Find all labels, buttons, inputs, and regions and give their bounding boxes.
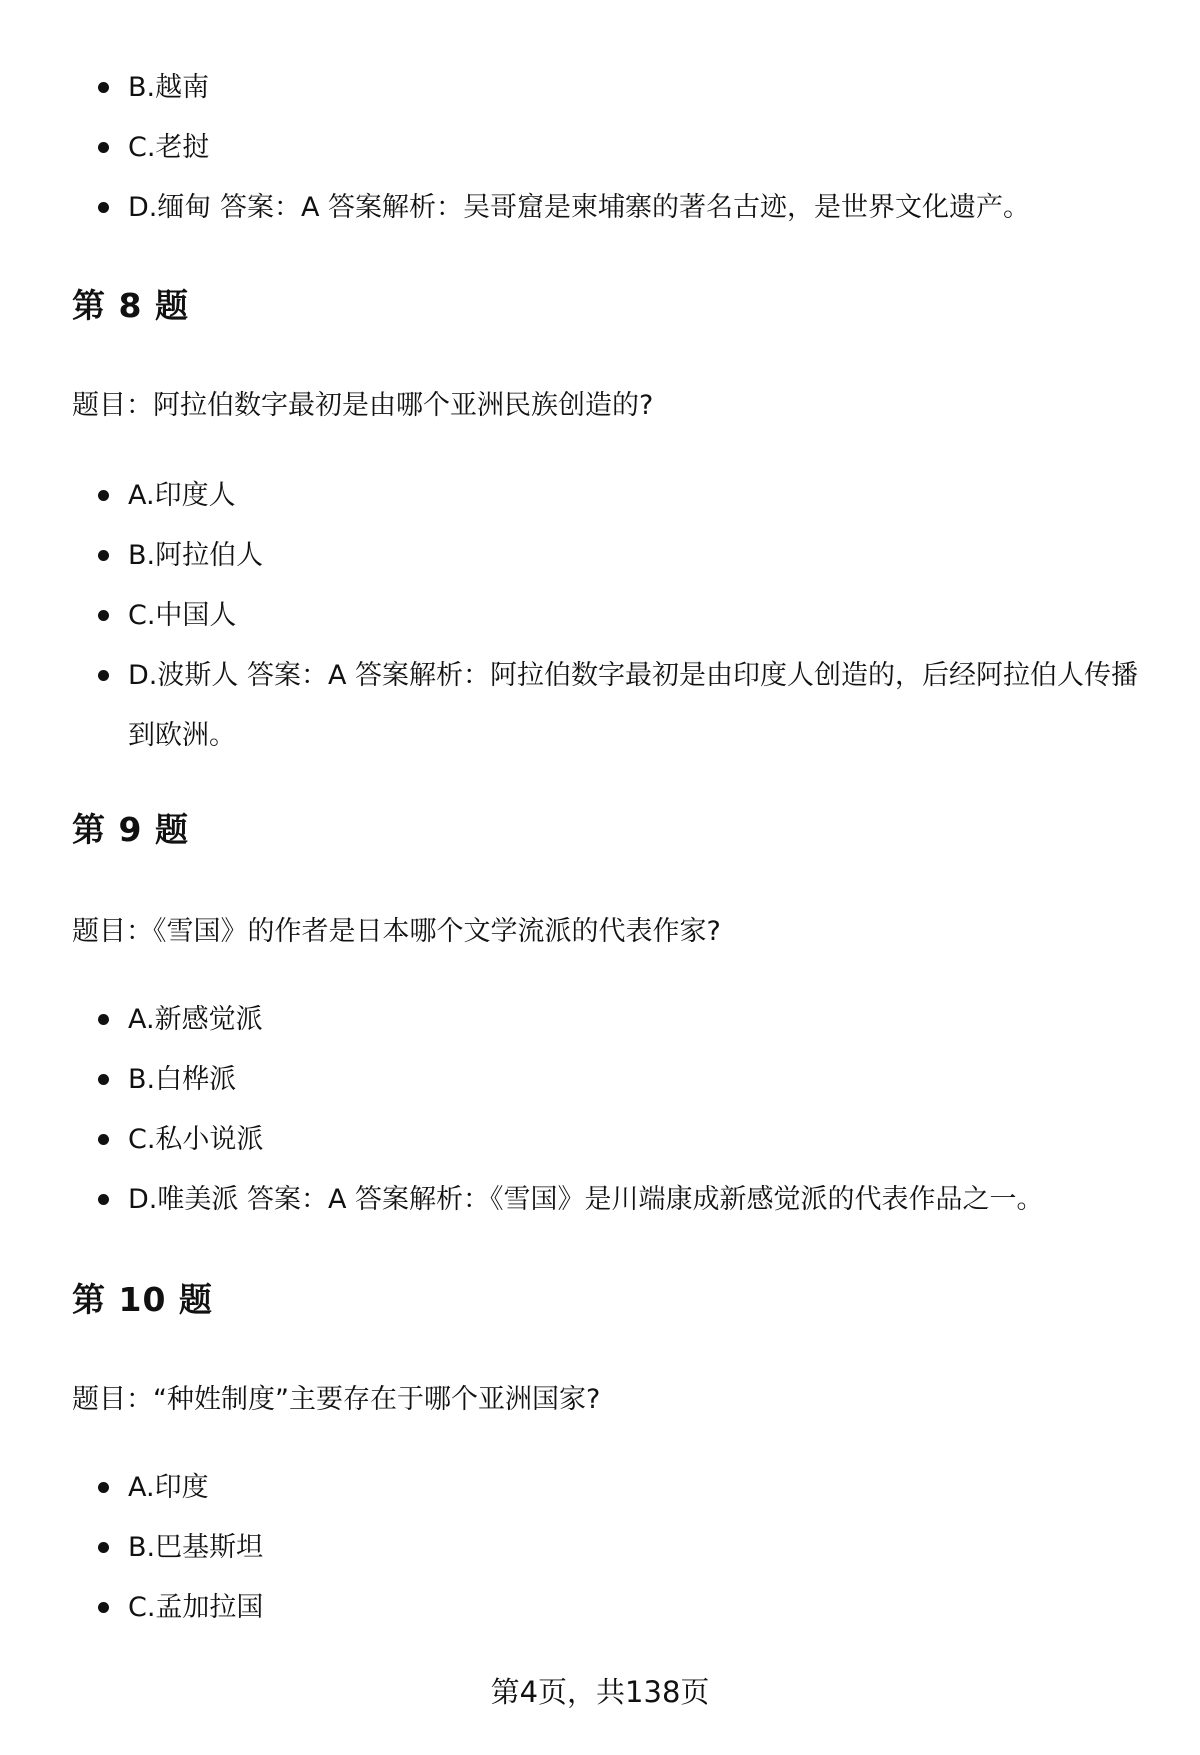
question-heading: 第 9 题 <box>72 810 189 849</box>
question-text: 题目：阿拉伯数字最初是由哪个亚洲民族创造的? <box>72 390 654 421</box>
bullet-icon <box>98 202 109 213</box>
option-list <box>72 1458 1152 1638</box>
option-item <box>72 1578 1152 1638</box>
question-heading: 第 10 题 <box>72 1280 213 1319</box>
option-text: A.印度 <box>128 1472 209 1503</box>
option-list <box>72 990 1152 1230</box>
option-list <box>72 466 1152 766</box>
option-item <box>72 58 1152 118</box>
question-10-options-block <box>72 1458 1152 1638</box>
option-item <box>72 526 1152 586</box>
option-text: A.新感觉派 <box>128 1004 263 1035</box>
option-item <box>72 646 1152 766</box>
option-text: B.阿拉伯人 <box>128 540 264 571</box>
bullet-icon <box>98 82 109 93</box>
option-item <box>72 1050 1152 1110</box>
option-text: B.巴基斯坦 <box>128 1532 264 1563</box>
page-footer: 第4页，共138页 <box>490 1675 710 1709</box>
bullet-icon <box>98 1194 109 1205</box>
question-10-text-block <box>72 1380 1152 1420</box>
bullet-icon <box>98 550 109 561</box>
question-10-block <box>72 1278 1152 1322</box>
option-text: D.缅甸 答案：A 答案解析：吴哥窟是柬埔寨的著名古迹，是世界文化遗产。 <box>128 192 1031 223</box>
question-heading: 第 8 题 <box>72 286 189 325</box>
prev-question-options-block <box>72 58 1152 238</box>
bullet-icon <box>98 1014 109 1025</box>
option-text: C.老挝 <box>128 132 210 163</box>
question-9-block <box>72 808 1152 852</box>
question-9-options-block <box>72 990 1152 1230</box>
option-item <box>72 118 1152 178</box>
option-item <box>72 1518 1152 1578</box>
bullet-icon <box>98 490 109 501</box>
option-text: C.中国人 <box>128 600 237 631</box>
bullet-icon <box>98 610 109 621</box>
question-8-text-block <box>72 386 1152 426</box>
bullet-icon <box>98 1542 109 1553</box>
option-text: D.唯美派 答案：A 答案解析：《雪国》是川端康成新感觉派的代表作品之一。 <box>128 1184 1044 1215</box>
question-text: 题目：“种姓制度”主要存在于哪个亚洲国家? <box>72 1384 601 1415</box>
option-item <box>72 466 1152 526</box>
question-text: 题目：《雪国》的作者是日本哪个文学流派的代表作家? <box>72 916 721 947</box>
question-8-options-block <box>72 466 1152 766</box>
option-item <box>72 178 1152 238</box>
bullet-icon <box>98 1482 109 1493</box>
option-text: A.印度人 <box>128 480 236 511</box>
bullet-icon <box>98 1602 109 1613</box>
question-8-block <box>72 284 1152 328</box>
option-text: B.白桦派 <box>128 1064 237 1095</box>
bullet-icon <box>98 142 109 153</box>
option-item <box>72 586 1152 646</box>
option-item <box>72 990 1152 1050</box>
bullet-icon <box>98 670 109 681</box>
bullet-icon <box>98 1074 109 1085</box>
option-item <box>72 1458 1152 1518</box>
bullet-icon <box>98 1134 109 1145</box>
option-item <box>72 1170 1152 1230</box>
option-list <box>72 58 1152 238</box>
question-9-text-block <box>72 912 1152 952</box>
option-text: D.波斯人 答案：A 答案解析：阿拉伯数字最初是由印度人创造的，后经阿拉伯人传播到欧洲。 <box>128 660 1139 751</box>
option-text: C.私小说派 <box>128 1124 264 1155</box>
option-text: C.孟加拉国 <box>128 1592 264 1623</box>
option-item <box>72 1110 1152 1170</box>
option-text: B.越南 <box>128 72 210 103</box>
